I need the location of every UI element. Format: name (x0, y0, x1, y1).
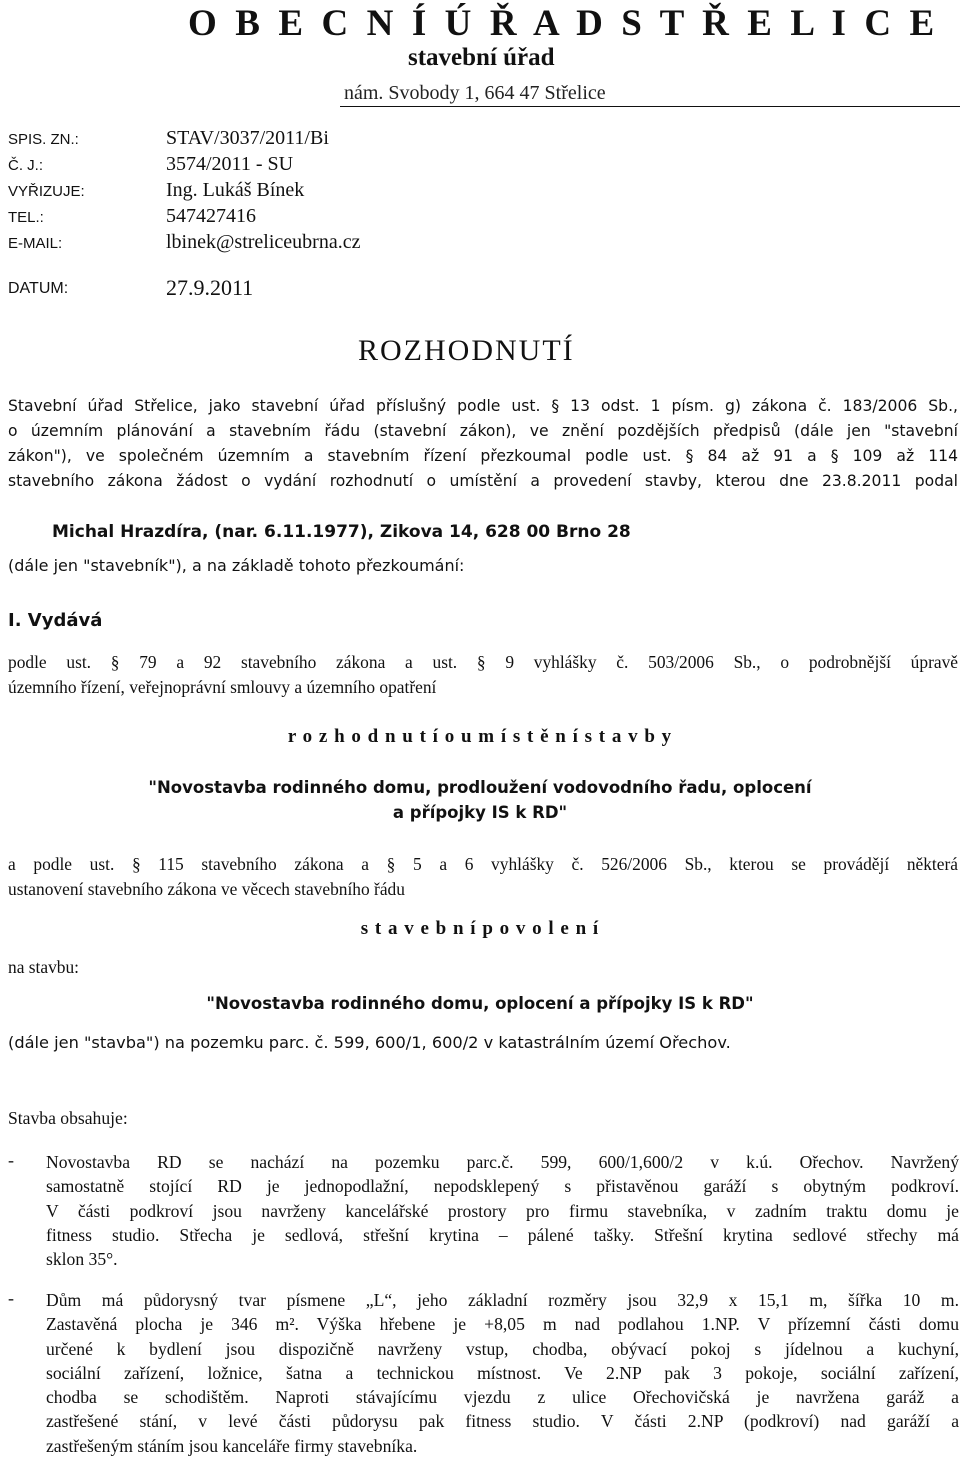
list-item-dash: - (8, 1150, 14, 1170)
list-item-line: samostatně stojící RD je jednopodlažní, nepodsklepený s přistavěnou garáží s obytným podkroví. (46, 1176, 959, 1197)
legal-basis-line: územního řízení, veřejnoprávní smlouvy a územního opatření (8, 677, 437, 697)
legal-basis-line: a podle ust. § 115 stavebního zákona a § 5 a 6 vyhlášky č. 526/2006 Sb., kterou se provádějí některá (8, 854, 958, 874)
intro-line: Stavební úřad Střelice, jako stavební úřad příslušný podle ust. § 13 odst. 1 písm. g) zákona č. 183/2006 Sb., (8, 397, 958, 415)
phone-value: 547427416 (166, 205, 256, 227)
list-item-line: V části podkroví jsou navrženy kancelářské prostory pro firmu stavebníka, v zadním traktu domu je (46, 1200, 959, 1221)
handled-by-value: Ing. Lukáš Bínek (166, 179, 305, 201)
list-item-line: sociální zařízení, ložnice, šatna a technickou místnost. Ve 2.NP pak 3 pokoje, sociální zařízení, (46, 1362, 959, 1383)
handled-by-label: VYŘIZUJE: (8, 183, 85, 200)
intro-line: o územním plánování a stavebním řádu (stavební zákon), ve znění pozdějších předpisů (dále jen "stavební (8, 422, 958, 440)
list-item-line: Novostavba RD se nachází na pozemku parc.č. 599, 600/1,600/2 v k.ú. Ořechov. Navržený (46, 1152, 959, 1172)
project-name-line: "Novostavba rodinného domu, prodloužení vodovodního řadu, oplocení (148, 778, 812, 797)
applicant: Michal Hrazdíra, (nar. 6.11.1977), Zikova 14, 628 00 Brno 28 (52, 522, 631, 542)
legal-basis-line: ustanovení stavebního zákona ve věcech stavebního řádu (8, 879, 405, 899)
email-value: lbinek@streliceubrna.cz (166, 231, 361, 253)
applicant-note: (dále jen "stavebník"), a na základě tohoto přezkoumání: (8, 556, 465, 575)
phone-label: TEL.: (8, 209, 44, 226)
file-number-label: SPIS. ZN.: (8, 131, 79, 148)
list-item-line: chodba se schodištěm. Naproti stávajícímu vjezdu z ulice Ořechovičská je navržena garáž a (46, 1387, 959, 1408)
list-item-line: zastřešené stání, v levé části půdorysu pak fitness studio. V části 2.NP (podkroví) nad garáží a (46, 1411, 959, 1432)
placement-decision-heading: r o z h o d n u t í o u m í s t ě n í s t a v b y (287, 726, 673, 747)
legal-basis-line: podle ust. § 79 a 92 stavebního zákona a ust. § 9 vyhlášky č. 503/2006 Sb., o podrobnější úpravě (8, 652, 958, 672)
date-value: 27.9.2011 (166, 275, 254, 300)
intro-paragraph (8, 394, 958, 494)
building-permit-heading: s t a v e b n í p o v o l e n í (360, 918, 600, 939)
project-name-line: a přípojky IS k RD" (392, 803, 568, 822)
project-location: (dále jen "stavba") na pozemku parc. č. 599, 600/1, 600/2 v katastrálním území Ořechov. (8, 1033, 731, 1052)
decision-title: ROZHODNUTÍ (358, 334, 575, 367)
list-item-line: určené k bydlení jsou dispozičně navrženy vstup, chodba, obývací pokoj s jídelnou a kuchyní, (46, 1338, 959, 1359)
list-item-line: fitness studio. Střecha je sedlová, střešní krytina – pálené tašky. Střešní krytina sedlové střechy má (46, 1224, 959, 1245)
office-subtitle: stavební úřad (408, 44, 555, 71)
list-item-line: Dům má půdorysný tvar písmene „L“, jeho základní rozměry jsou 32,9 x 15,1 m, šířka 10 m. (46, 1290, 959, 1310)
list-item-dash: - (8, 1288, 14, 1308)
list-item-line: sklon 35°. (46, 1249, 118, 1270)
for-building-label: na stavbu: (8, 957, 79, 977)
date-label: DATUM: (8, 280, 69, 297)
intro-line: stavebního zákona žádost o vydání rozhodnutí o umístění a provedení stavby, kterou dne 23.8.2011 podal (8, 472, 958, 490)
header-divider (340, 106, 960, 107)
reference-number-value: 3574/2011 - SU (166, 153, 294, 175)
list-item-line: Zastavěná plocha je 346 m². Výška hřebene je +8,05 m nad podlahou 1.NP. V přízemní části domu (46, 1314, 959, 1335)
office-address: nám. Svobody 1, 664 47 Střelice (344, 82, 606, 104)
project-name-2: "Novostavba rodinného domu, oplocení a přípojky IS k RD" (206, 994, 754, 1013)
email-label: E-MAIL: (8, 235, 63, 252)
intro-line: zákon"), ve společném územním a stavebním řízení přezkoumal podle ust. § 84 až 91 a § 109 až 114 (8, 447, 958, 465)
section-heading: I. Vydává (8, 610, 103, 631)
list-item (46, 1150, 959, 1271)
office-title: O B E C N Í Ú Ř A D S T Ř E L I C E (188, 3, 939, 44)
list-item-line: zastřešeným stáním jsou kanceláře firmy stavebníka. (46, 1435, 418, 1456)
list-item (46, 1288, 959, 1458)
reference-number-label: Č. J.: (8, 157, 44, 174)
legal-basis-permit (8, 852, 958, 902)
legal-basis-placement (8, 650, 958, 700)
file-number-value: STAV/3037/2011/Bi (166, 127, 329, 149)
contents-heading: Stavba obsahuje: (8, 1108, 128, 1128)
